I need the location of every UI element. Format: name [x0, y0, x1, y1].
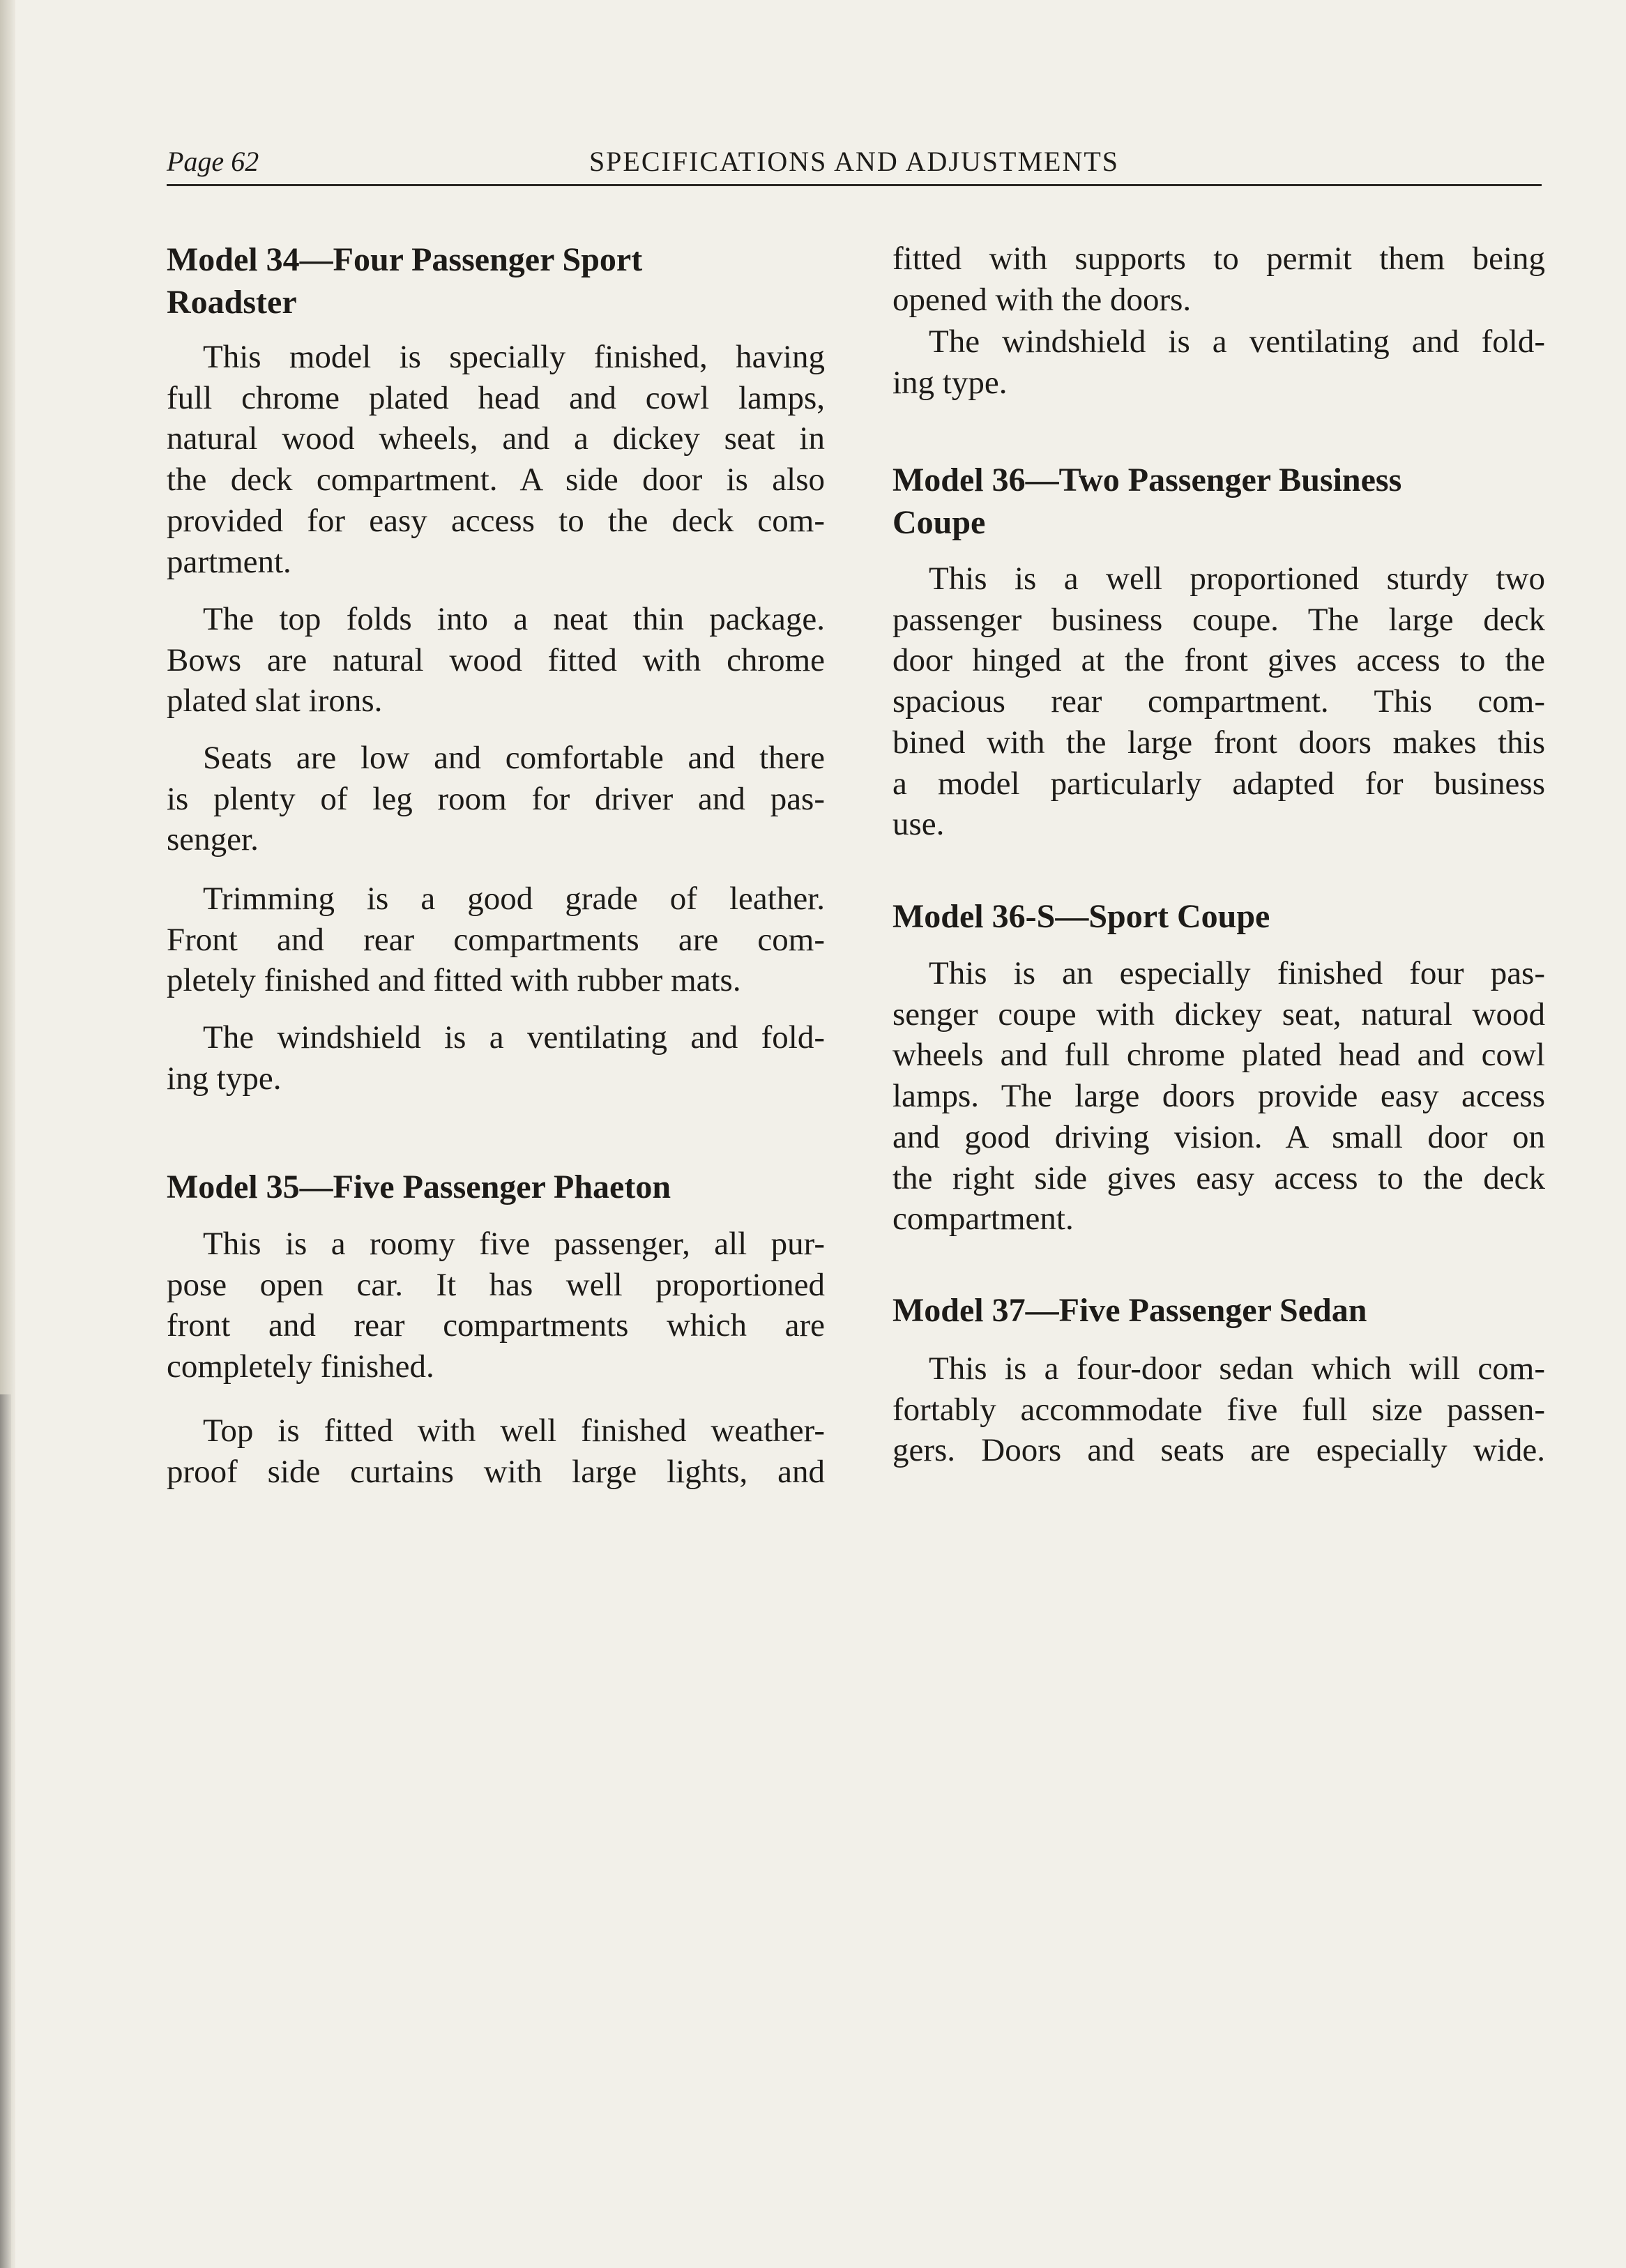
section-heading — [892, 459, 1545, 544]
text-line: ing type. — [167, 1060, 282, 1097]
text-line: lamps. The large doors provide easy access — [892, 1078, 1545, 1115]
text-line: Model 36-S—Sport Coupe — [892, 898, 1270, 935]
page-number: Page 62 — [167, 146, 259, 177]
paragraph — [892, 238, 1545, 320]
text-line: Model 36—Two Passenger Business — [892, 462, 1402, 498]
section-heading — [167, 238, 825, 324]
paragraph — [167, 1410, 825, 1492]
paragraph — [892, 321, 1545, 403]
text-line: plated slat irons. — [167, 683, 383, 720]
text-line: is plenty of leg room for driver and pas- — [167, 780, 825, 817]
text-line: front and rear compartments which are — [167, 1307, 825, 1344]
text-line: wheels and full chrome plated head and cowl — [892, 1037, 1545, 1074]
text-line: proof side curtains with large lights, and — [167, 1453, 825, 1490]
text-line: Front and rear compartments are com- — [167, 921, 825, 958]
text-line: Top is fitted with well finished weather- — [203, 1413, 825, 1449]
text-line: Seats are low and comfortable and there — [203, 740, 825, 776]
text-line: completely finished. — [167, 1348, 434, 1385]
text-line: gers. Doors and seats are especially wide. — [892, 1432, 1545, 1469]
header-rule — [167, 184, 1542, 186]
text-line: Bows are natural wood fitted with chrome — [167, 641, 825, 678]
paragraph — [167, 337, 825, 582]
text-line: pletely finished and fitted with rubber mats. — [167, 962, 741, 999]
text-line: pose open car. It has well proportioned — [167, 1266, 825, 1303]
text-line: This is a well proportioned sturdy two — [929, 561, 1545, 597]
text-line: Model 37—Five Passenger Sedan — [892, 1292, 1367, 1329]
text-line: The windshield is a ventilating and fold- — [203, 1019, 825, 1056]
text-line: senger. — [167, 821, 259, 858]
text-line: This is a four-door sedan which will com- — [929, 1350, 1545, 1387]
text-line: passenger business coupe. The large deck — [892, 601, 1545, 638]
text-line: ing type. — [892, 364, 1008, 401]
section-heading — [892, 1289, 1545, 1332]
paragraph — [167, 1017, 825, 1099]
text-line: This model is specially finished, having — [203, 339, 825, 375]
text-line: spacious rear compartment. This com- — [892, 683, 1545, 720]
text-line: The top folds into a neat thin package. — [203, 601, 825, 637]
text-line: opened with the doors. — [892, 281, 1192, 318]
text-line: fortably accommodate five full size passen- — [892, 1391, 1545, 1428]
text-line: bined with the large front doors makes this — [892, 724, 1545, 761]
paragraph — [167, 738, 825, 860]
paragraph — [892, 558, 1545, 845]
section-heading — [892, 895, 1545, 938]
running-title: SPECIFICATIONS AND ADJUSTMENTS — [588, 146, 1120, 177]
text-line: Coupe — [892, 504, 986, 541]
text-line: use. — [892, 806, 945, 843]
text-line: Trimming is a good grade of leather. — [203, 881, 825, 917]
text-line: The windshield is a ventilating and fold- — [929, 324, 1545, 360]
text-line: and good driving vision. A small door on — [892, 1118, 1545, 1155]
paragraph — [167, 599, 825, 722]
text-line: provided for easy access to the deck com- — [167, 502, 825, 539]
page-edge-shadow-lower — [0, 1394, 11, 2268]
paragraph — [892, 1348, 1545, 1471]
paragraph — [167, 878, 825, 1001]
text-line: fitted with supports to permit them being — [892, 241, 1545, 277]
text-line: the deck compartment. A side door is also — [167, 462, 825, 498]
text-line: senger coupe with dickey seat, natural wood — [892, 996, 1545, 1033]
section-heading — [167, 1166, 825, 1208]
text-line: Roadster — [167, 284, 297, 321]
paragraph — [892, 953, 1545, 1240]
text-line: This is a roomy five passenger, all pur- — [203, 1226, 825, 1262]
text-line: the right side gives easy access to the deck — [892, 1159, 1545, 1196]
text-line: compartment. — [892, 1201, 1074, 1238]
text-line: Model 34—Four Passenger Sport — [167, 241, 643, 278]
text-line: Model 35—Five Passenger Phaeton — [167, 1169, 671, 1205]
text-line: This is an especially finished four pas- — [929, 955, 1545, 991]
text-line: door hinged at the front gives access to the — [892, 642, 1545, 679]
text-line: natural wood wheels, and a dickey seat in — [167, 420, 825, 457]
text-line: full chrome plated head and cowl lamps, — [167, 379, 825, 416]
text-line: partment. — [167, 543, 291, 580]
text-line: a model particularly adapted for business — [892, 765, 1545, 802]
paragraph — [167, 1224, 825, 1387]
